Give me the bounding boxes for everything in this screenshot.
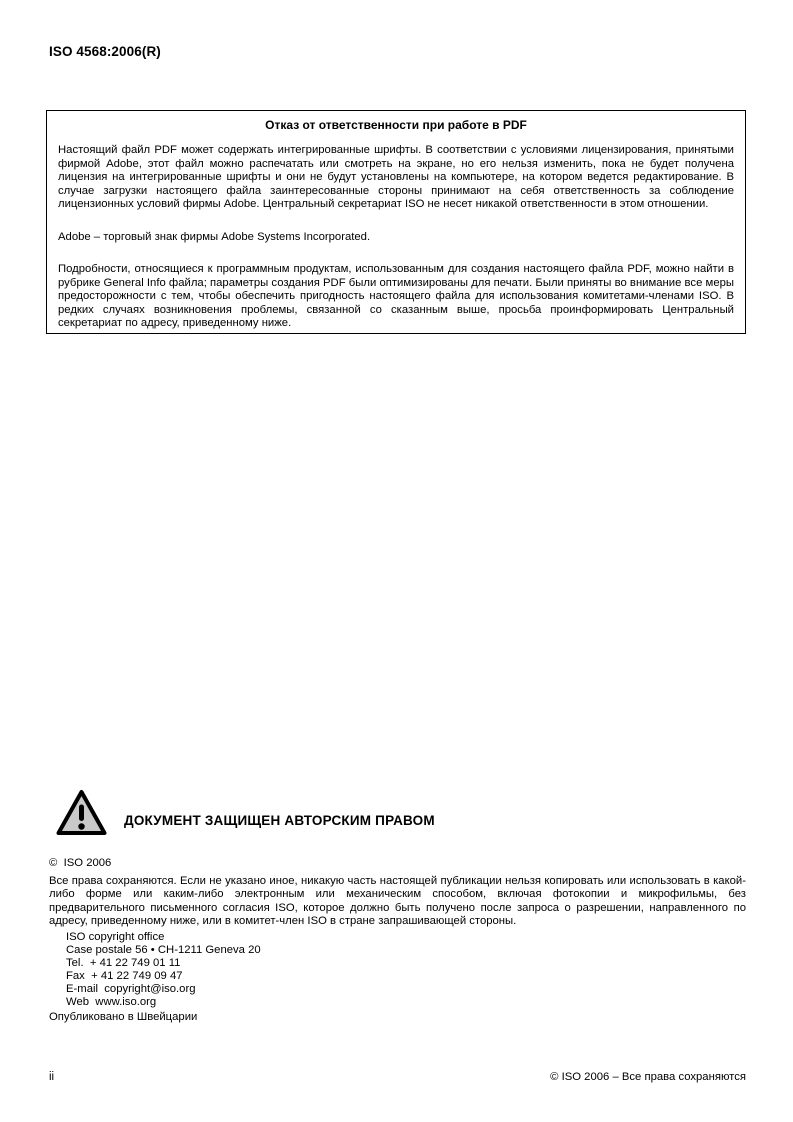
address-line-postal: Case postale 56 • CH-1211 Geneva 20 — [66, 944, 261, 957]
disclaimer-paragraph: Подробности, относящиеся к программным продуктам, использованным для создания настоящего файла PDF, можно найти в рубрике General Info файла; параметры создания PDF были оптимизированы для печати. Были приняты во внимание все меры предосторожности с тем, чтобы обеспечить пригодность настоящего файла для использования комитетами-членами ISO. В редких случаях возникновения проблемы, связанной со сказанным выше, просьба проинформировать Центральный секретариат по адресу, приведенному ниже. — [58, 263, 734, 329]
document-reference-header: ISO 4568:2006(R) — [49, 44, 161, 59]
published-in-line: Опубликовано в Швейцарии — [49, 1011, 198, 1023]
page-number: ii — [49, 1071, 55, 1083]
copyright-banner — [55, 788, 435, 839]
disclaimer-title: Отказ от ответственности при работе в PDF — [265, 118, 527, 132]
copyright-body-text: Все права сохраняются. Если не указано иное, никакую часть настоящей публикации нельзя копировать или использовать в какой-либо форме или каким-либо электронным или механическим способом, включая фотокопии и микрофильмы, без предварительного письменного согласия ISO, которое должно быть получено после запроса о разрешении, направленного по адресу, приведенному ниже, или в комитет-член ISO в стране запрашивающей стороны. — [49, 875, 746, 928]
address-line-web: Web www.iso.org — [66, 996, 157, 1009]
address-line-tel: Tel. + 41 22 749 01 11 — [66, 957, 181, 970]
address-line-fax: Fax + 41 22 749 09 47 — [66, 970, 183, 983]
disclaimer-paragraph: Adobe – торговый знак фирмы Adobe Systems Incorporated. — [58, 230, 371, 243]
footer-copyright: © ISO 2006 – Все права сохраняются — [550, 1071, 746, 1083]
disclaimer-paragraph: Настоящий файл PDF может содержать интегрированные шрифты. В соответствии с условиями лицензирования, принятыми фирмой Adobe, этот файл можно распечатать или смотреть на экране, но его нельзя изменить, пока не будет получена лицензия на интегрированные шрифты и они не будут установлены на компьютере, на котором ведется редактирование. В случае загрузки настоящего файла заинтересованные стороны принимают на себя ответственность за соблюдение лицензионных условий фирмы Adobe. Центральный секретариат ISO не несет никакой ответственности в этом отношении. — [58, 144, 734, 210]
iso-address-block — [66, 931, 261, 1010]
copyright-heading: ДОКУМЕНТ ЗАЩИЩЕН АВТОРСКИМ ПРАВОМ — [124, 813, 435, 828]
address-line-email: E-mail copyright@iso.org — [66, 983, 196, 996]
copyright-notice: © ISO 2006 — [49, 857, 112, 869]
pdf-disclaimer-box — [46, 110, 746, 334]
address-line-office: ISO copyright office — [66, 931, 165, 943]
warning-triangle-icon — [55, 788, 108, 839]
